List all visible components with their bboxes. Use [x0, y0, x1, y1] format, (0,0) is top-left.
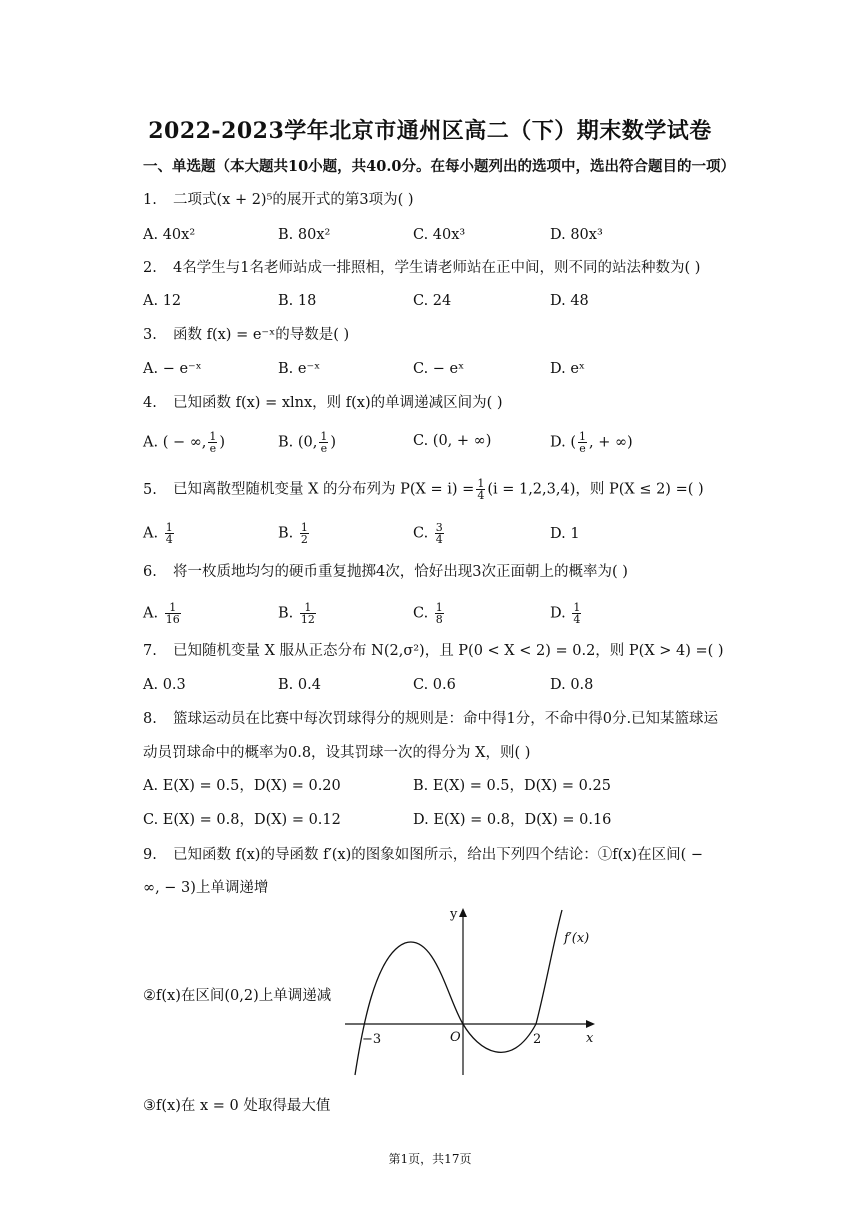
option-label: A.	[143, 605, 159, 622]
denominator: 4	[165, 533, 173, 546]
option-d: D. 48	[550, 293, 589, 309]
question-stem: 已知离散型随机变量 X 的分布列为 P(X = i) =	[173, 481, 475, 498]
question-8-line2: 动员罚球命中的概率为0.8，设其罚球一次的得分为 X，则( )	[143, 745, 531, 761]
option-c: C. 0.6	[413, 677, 456, 693]
numerator: 1	[435, 601, 443, 614]
denominator: e	[209, 442, 217, 455]
option-a	[143, 522, 176, 545]
question-number: 6.	[143, 564, 157, 580]
derivative-graph	[340, 900, 605, 1080]
question-6	[143, 562, 628, 582]
option-c: C. − eˣ	[413, 361, 465, 377]
option-a: A. − e⁻ˣ	[143, 361, 202, 377]
numerator: 1	[477, 477, 485, 490]
x-axis-label: x	[586, 1031, 594, 1046]
question-9	[143, 845, 703, 865]
option-label: C.	[413, 525, 429, 542]
question-stem-tail: (i = 1,2,3,4)，则 P(X ≤ 2) =( )	[487, 481, 704, 498]
x-axis-arrow-icon	[586, 1020, 595, 1028]
question-7	[143, 641, 724, 661]
option-b-text: B. (0,	[278, 434, 318, 451]
option-b	[278, 522, 311, 545]
derivative-curve	[355, 910, 562, 1075]
curve-label: f′(x)	[564, 931, 590, 946]
option-c: C. 40x³	[413, 227, 466, 243]
option-d: D. 80x³	[550, 227, 603, 243]
option-d	[550, 602, 583, 625]
denominator: 4	[573, 613, 581, 626]
fraction	[572, 602, 581, 625]
question-stem: 函数 f(x) = e⁻ˣ的导数是( )	[173, 327, 350, 343]
fraction	[435, 602, 444, 625]
page-title: 2022-2023学年北京市通州区高二（下）期末数学试卷	[148, 118, 712, 144]
fraction	[300, 522, 309, 545]
option-label: B.	[278, 605, 294, 622]
question-5	[143, 478, 704, 501]
option-label: D.	[550, 605, 566, 622]
question-4	[143, 393, 503, 413]
question-number: 1.	[143, 192, 157, 208]
fraction	[300, 602, 316, 625]
paren: )	[219, 434, 226, 451]
question-number: 5.	[143, 481, 157, 498]
option-label: C.	[413, 605, 429, 622]
denominator: e	[320, 442, 328, 455]
option-d	[550, 431, 633, 454]
option-d: D. E(X) = 0.8，D(X) = 0.16	[413, 812, 612, 828]
option-a	[143, 431, 225, 454]
page-footer: 第1页，共17页	[388, 1152, 472, 1166]
tick-label-neg3: −3	[362, 1032, 382, 1047]
option-a: A. 12	[143, 293, 182, 309]
option-b: B. e⁻ˣ	[278, 361, 321, 377]
question-stem: 二项式(x + 2)⁵的展开式的第3项为( )	[173, 192, 414, 208]
fraction	[435, 522, 444, 545]
option-a-text: A. ( − ∞,	[143, 434, 207, 451]
numerator: 1	[165, 602, 181, 614]
option-a: A. E(X) = 0.5，D(X) = 0.20	[143, 778, 341, 794]
numerator: 1	[578, 430, 586, 443]
tick-label-2: 2	[533, 1032, 542, 1047]
question-1	[143, 190, 414, 210]
question-stem: 已知函数 f(x)的导函数 f′(x)的图象如图所示，给出下列四个结论：①f(x)在区间( −	[173, 847, 703, 863]
conclusion-3: ③f(x)在 x = 0 处取得最大值	[143, 1098, 331, 1114]
option-c	[413, 602, 446, 625]
option-c: C. 24	[413, 293, 452, 309]
question-9-line2: ∞, − 3)上单调递增	[143, 880, 269, 896]
question-stem: 4名学生与1名老师站成一排照相，学生请老师站在正中间，则不同的站法种数为( )	[173, 260, 701, 276]
option-d: D. 0.8	[550, 677, 594, 693]
fraction	[476, 478, 485, 501]
option-b: B. 80x²	[278, 227, 331, 243]
denominator: 4	[477, 489, 485, 502]
option-b	[278, 431, 336, 454]
fraction	[578, 431, 587, 454]
option-d: D. eˣ	[550, 361, 586, 377]
question-stem: 将一枚质地均匀的硬币重复抛掷4次，恰好出现3次正面朝上的概率为( )	[173, 564, 628, 580]
option-a: A. 40x²	[143, 227, 196, 243]
question-number: 3.	[143, 327, 157, 343]
fraction	[319, 431, 328, 454]
origin-label: O	[450, 1030, 461, 1045]
option-a: A. 0.3	[143, 677, 186, 693]
question-number: 9.	[143, 847, 157, 863]
question-8	[143, 709, 718, 729]
numerator: 1	[300, 602, 316, 614]
paren: )	[330, 434, 337, 451]
denominator: 4	[435, 533, 443, 546]
denominator: 2	[300, 533, 308, 546]
question-number: 8.	[143, 711, 157, 727]
numerator: 1	[320, 430, 328, 443]
question-stem: 篮球运动员在比赛中每次罚球得分的规则是：命中得1分，不命中得0分.已知某篮球运	[173, 711, 719, 727]
denominator: e	[579, 442, 586, 455]
option-b: B. E(X) = 0.5，D(X) = 0.25	[413, 778, 611, 794]
question-3	[143, 325, 349, 345]
fraction	[165, 602, 181, 625]
numerator: 1	[165, 521, 173, 534]
question-number: 4.	[143, 395, 157, 411]
section-heading: 一、单选题（本大题共10小题，共40.0分。在每小题列出的选项中，选出符合题目的一项）	[143, 158, 735, 175]
fraction	[208, 431, 217, 454]
option-label: A.	[143, 525, 159, 542]
conclusion-2: ②f(x)在区间(0,2)上单调递减	[143, 988, 332, 1004]
y-axis-label: y	[450, 907, 458, 922]
option-d-text: D. (	[550, 434, 576, 451]
y-axis-arrow-icon	[459, 908, 467, 917]
option-b: B. 0.4	[278, 677, 321, 693]
option-c	[413, 522, 446, 545]
option-d: D. 1	[550, 526, 580, 542]
option-a	[143, 602, 183, 625]
option-b	[278, 602, 318, 625]
option-d-tail: , + ∞)	[588, 434, 633, 451]
option-c: C. (0, + ∞)	[413, 433, 492, 449]
option-label: B.	[278, 525, 294, 542]
question-2	[143, 258, 700, 278]
denominator: 16	[165, 613, 180, 626]
numerator: 1	[209, 430, 217, 443]
question-stem: 已知函数 f(x) = xlnx，则 f(x)的单调递减区间为( )	[173, 395, 503, 411]
fraction	[165, 522, 174, 545]
denominator: 8	[435, 613, 443, 626]
option-c: C. E(X) = 0.8，D(X) = 0.12	[143, 812, 341, 828]
question-number: 2.	[143, 260, 157, 276]
numerator: 1	[573, 601, 581, 614]
numerator: 1	[300, 521, 308, 534]
numerator: 3	[435, 521, 443, 534]
denominator: 12	[300, 613, 315, 626]
option-b: B. 18	[278, 293, 317, 309]
question-number: 7.	[143, 643, 157, 659]
question-stem: 已知随机变量 X 服从正态分布 N(2,σ²)，且 P(0 < X < 2) = 0.2，则 P(X > 4) =( )	[173, 643, 724, 659]
